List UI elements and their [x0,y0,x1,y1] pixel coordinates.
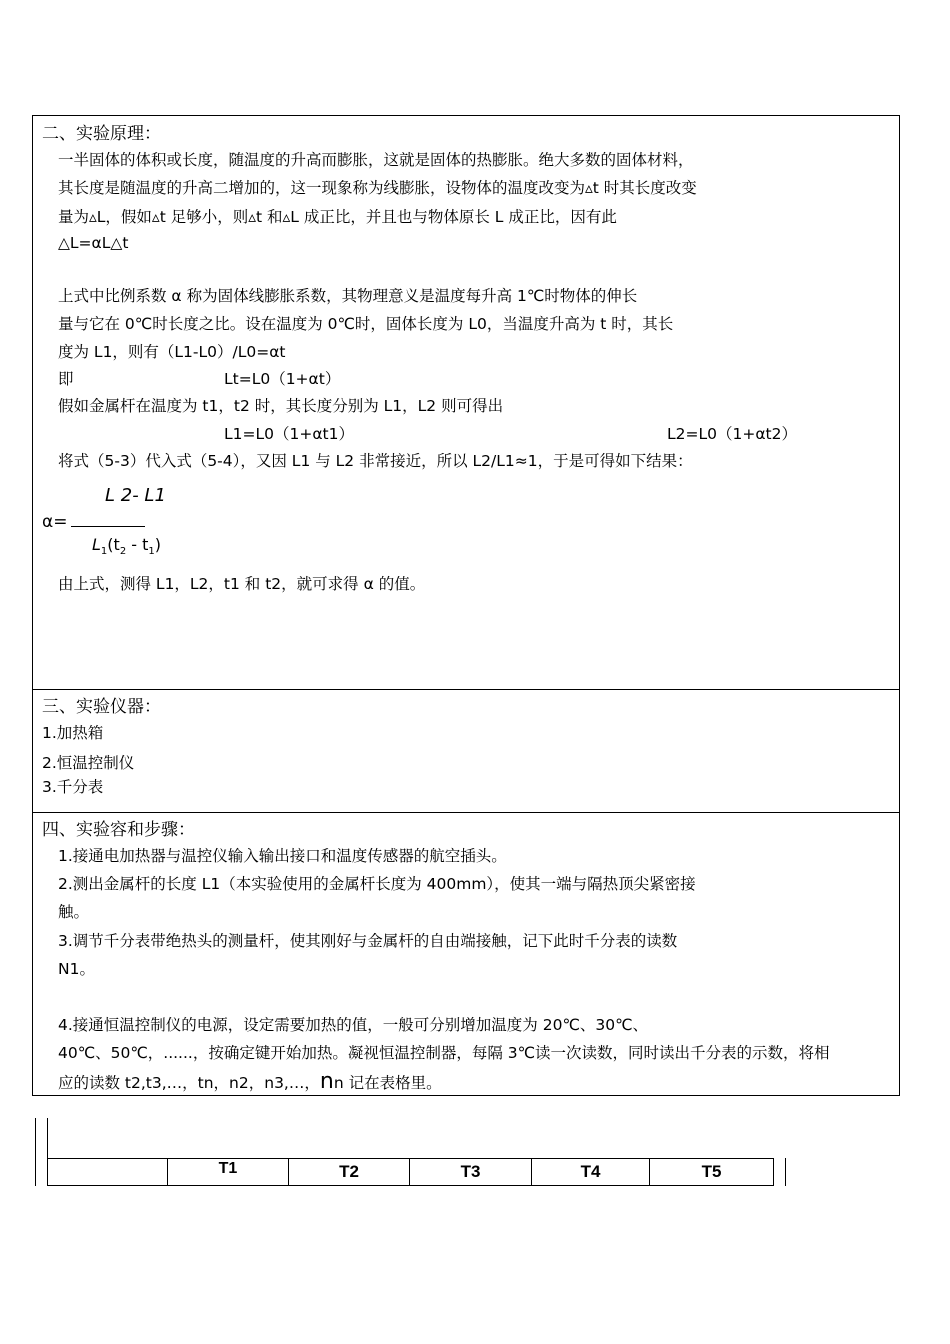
paragraph-line: 量为▵L，假如▵t 足够小，则▵t 和▵L 成正比，并且也与物体原长 L 成正比，因有此 [58,208,617,226]
formula-denominator: $L_1(t_2 - t_1)$ [92,535,162,558]
section-steps [32,812,900,1096]
equation: △L=αL△t [58,234,129,252]
step-line: 2.测出金属杆的长度 L1（本实验使用的金属杆长度为 400mm），使其一端与隔热顶尖紧密接 [58,875,696,893]
step-line-last: 应的读数 t2,t3,…，tn，n2，n3,…，nn 记在表格里。 [58,1069,442,1094]
list-item: 3.千分表 [42,778,104,796]
table-header-cell [47,1159,167,1185]
paragraph-line: 其长度是随温度的升高二增加的，这一现象称为线膨胀，设物体的温度改变为▵t 时其长度改变 [58,179,697,197]
section-principle [32,115,900,690]
table-border [785,1158,786,1186]
fraction-bar [71,526,145,527]
step-line: 1.接通电加热器与温控仪输入输出接口和温度传感器的航空插头。 [58,847,507,865]
step-line: N1。 [58,960,95,978]
table-header-row [47,1158,773,1186]
table-header-cell: T2 [288,1159,409,1185]
paragraph-line: 量与它在 0℃时长度之比。设在温度为 0℃时，固体长度为 L0，当温度升高为 t 时，其长 [58,315,674,333]
table-border [35,1118,36,1186]
table-header-cell: T5 [649,1159,773,1185]
formula-lhs: α= [42,512,68,532]
list-item: 1.加热箱 [42,724,104,742]
section-instruments [32,689,900,813]
formula-numerator: L 2- L1 [105,485,166,506]
list-item: 2.恒温控制仪 [42,754,135,772]
paragraph-line: 上式中比例系数 α 称为固体线膨胀系数，其物理意义是温度每升高 1℃时物体的伸长 [58,287,638,305]
paragraph-line: 假如金属杆在温度为 t1，t2 时，其长度分别为 L1，L2 则可得出 [58,397,504,415]
section-heading: 四、实验容和步骤： [42,820,195,840]
section-heading: 二、实验原理： [42,124,161,144]
paragraph-line: 一半固体的体积或长度，随温度的升高而膨胀，这就是固体的热膨胀。绝大多数的固体材料， [58,151,694,169]
paragraph-line: 度为 L1，则有（L1-L0）/L0=αt [58,343,286,361]
step-line: 4.接通恒温控制仪的电源，设定需要加热的值，一般可分别增加温度为 20℃、30℃、 [58,1016,648,1034]
table-header-cell: T1 [167,1159,288,1185]
paragraph-line: 由上式，测得 L1，L2，t1 和 t2，就可求得 α 的值。 [58,575,426,593]
step-line: 触。 [58,903,90,921]
equation-l1: L1=L0（1+αt1） [224,425,354,443]
table-header-cell: T4 [531,1159,649,1185]
table-header-cell: T3 [409,1159,531,1185]
step-line: 40℃、50℃，......，按确定键开始加热。凝视恒温控制器，每隔 3℃读一次读数，同时读出千分表的示数，将相 [58,1044,830,1062]
equation-l2: L2=L0（1+αt2） [667,425,797,443]
section-heading: 三、实验仪器： [42,697,161,717]
step-line: 3.调节千分表带绝热头的测量杆，使其刚好与金属杆的自由端接触，记下此时千分表的读数 [58,932,678,950]
paragraph-line: 将式（5-3）代入式（5-4），又因 L1 与 L2 非常接近，所以 L2/L1≈1，于是可得如下结果： [58,452,693,470]
table-border [773,1158,774,1186]
ji-label: 即 [58,370,74,388]
equation-lt: Lt=L0（1+αt） [224,370,341,388]
